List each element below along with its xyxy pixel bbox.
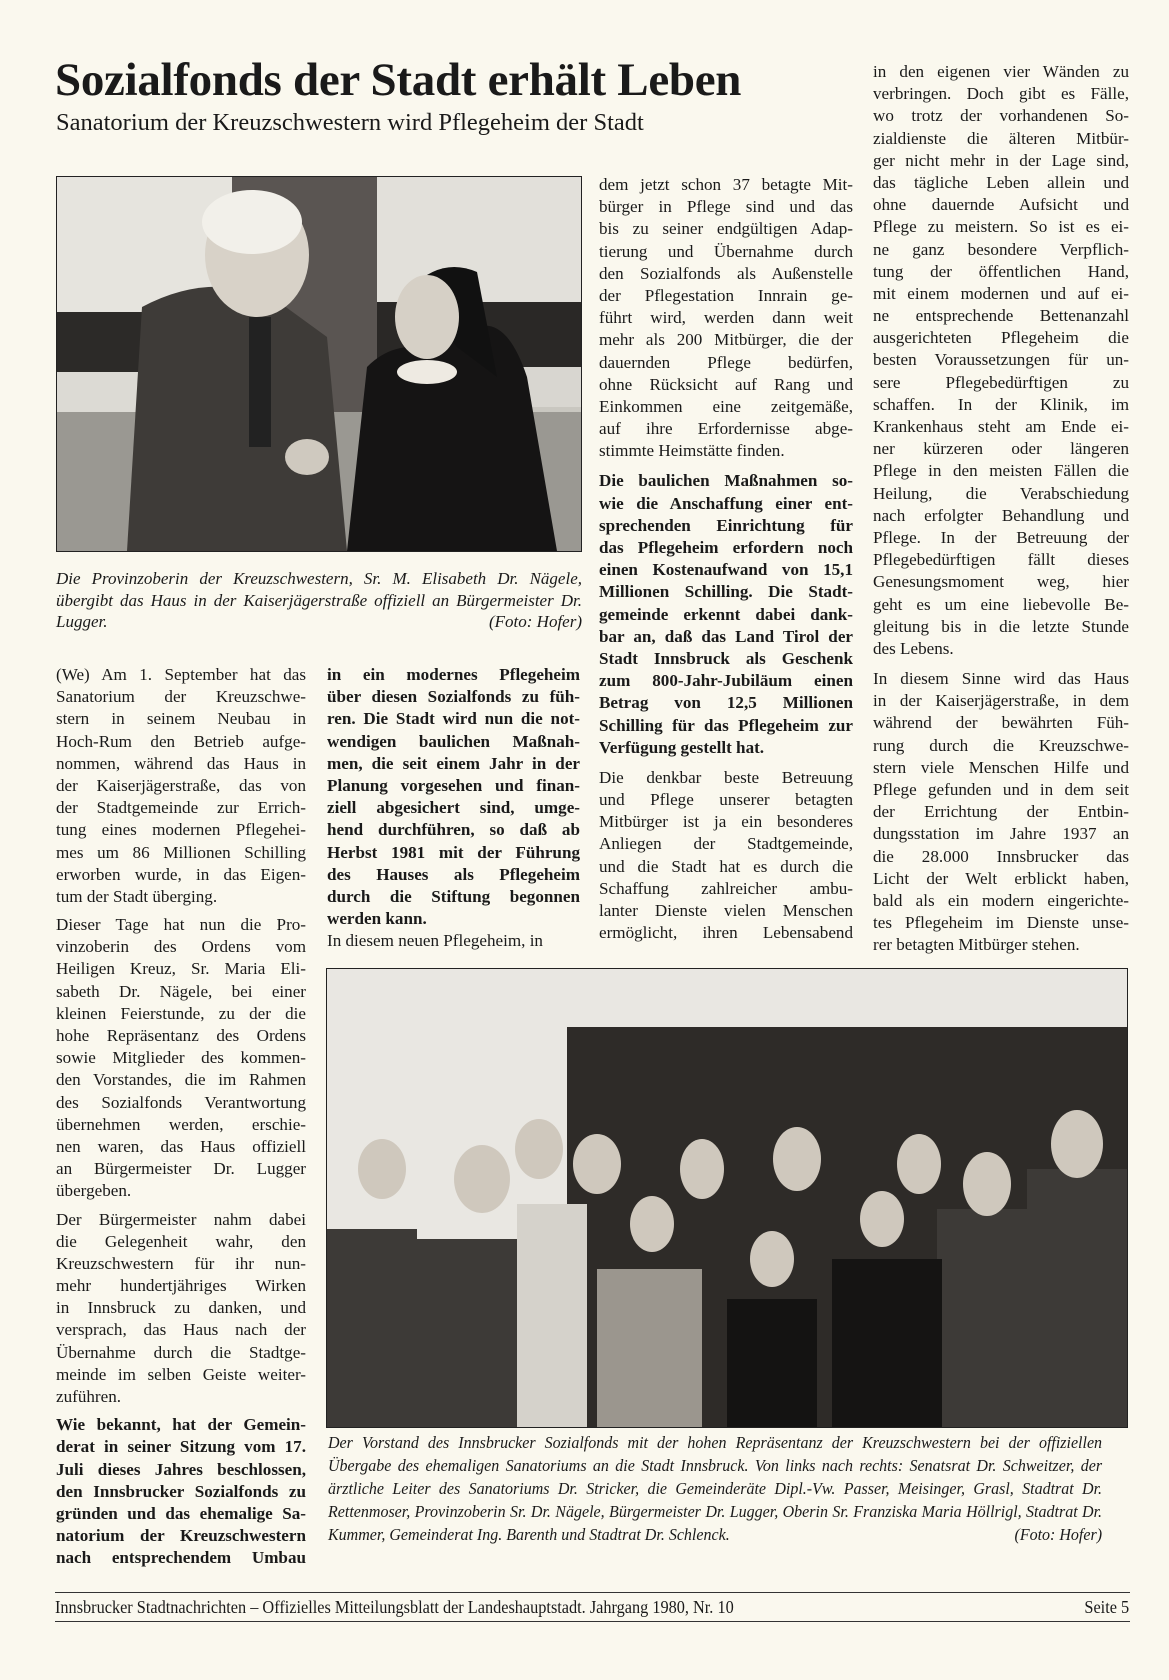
photo-handshake-caption [56,568,582,633]
paragraph-council-decision: Wie bekannt, hat der Gemein- derat in seiner Sitzung vom 17. Juli dieses Jahres beschlossen, den Innsbrucker Sozialfonds zu gründen und das ehemalige Sa- natorium der Kreuzschwestern nach entsprechendem Umbau [56,1415,306,1568]
paragraph-intro: (We) Am 1. September hat das Sanatorium der Kreuzschwe- stern in seinem Neubau in Hoch-Rum den Betrieb aufge- nommen, während das Haus in der Kaiserjägerstraße, das von der Stadtgemeinde zur Errich- tung eines modernen Pflegehei- mes um 86 Millionen Schilling erworben wurde, in das Eigen- tum der Stadt überging. [56,665,306,906]
paragraph-residents: dem jetzt schon 37 betagte Mit- bürger in Pflege sind und das bis zu seiner endgültigen Adap- tierung und Übernahme durch den Sozialfonds als Außenstelle der Pflegestation Innrain ge- führt wird, werden dann weit mehr als 200 Mitbürger, die der dauernden Pflege bedürfen, ohne Rücksicht auf Rang und Einkommen eine zeitgemäße, auf ihre Erfordernisse abge- stimmte Heimstätte finden. [599,175,853,461]
paragraph-need: in den eigenen vier Wänden zu verbringen. Doch gibt es Fälle, wo trotz der vorhandenen So- zialdienste die älteren Mitbür- ger nicht mehr in der Lage sind, das tägliche Leben allein und ohne dauernde Aufsicht und Pflege zu meistern. So ist es ei- ne ganz besondere Verpflich- tung der öffentlichen Hand, mit einem modernen und auf ei- ne entsprechende Bettenanzahl ausgerichteten Pflegeheim die besten Voraussetzungen für un- sere Pflegebedürftigen zu schaffen. In der Klinik, im Krankenhaus steht am Ende ei- ner kürzeren oder längeren Pflege in den meisten Fällen die Heilung, die Verabschiedung nach erfolgter Behandlung und Pflege. In der Betreuung der Pflegebedürftigen fällt dieses Genesungsmoment weg, hier geht es um eine liebevolle Be- gleitung bis in die letzte Stunde des Lebens. [873,62,1129,658]
paragraph-conclusion: In diesem Sinne wird das Haus in der Kaiserjägerstraße, in dem während der bewährten Füh- rung durch die Kreuzschwe- stern viele Menschen Hilfe und Pflege gefunden und in dem seit der Errichtung der Entbin- dungsstation im Jahre 1937 an die 28.000 Innsbrucker das Licht der Welt erblickt haben, bald als ein modern eingerichte- tes Pflegeheim im Dienste unse- rer betagten Mitbürger stehen. [873,669,1129,955]
footer [55,1596,1130,1618]
paragraph-care: Die denkbar beste Betreuung und Pflege unserer betagten Mitbürger ist ja ein besonderes Anliegen der Stadtgemeinde, und die Stadt hat es durch die Schaffung zahlreicher ambu- lanter Dienste vielen Menschen ermöglicht, ihren Lebensabend [599,767,853,943]
group-photo-illustration [327,969,1127,1427]
caption-text: Der Vorstand des Innsbrucker Sozialfonds mit der hohen Repräsentanz der Kreuzschwestern bei der offiziellen Übergabe des ehemaligen Sanatoriums an die Stadt Innsbruck. Von links nach rechts: Senatsrat Dr. Schweitzer, der ärztliche Leiter des Sanatoriums Dr. Stricker, die Gemeinderäte Dipl.-Vw. Passer, Meisinger, Grasl, Stadtrat Dr. Rettenmoser, Provinzoberin Sr. Dr. Nägele, Bürgermeister Dr. Lugger, Oberin Sr. Franziska Maria Höllrigl, Stadtrat Dr. Kummer, Gemeinderat Ing. Barenth und Stadtrat Dr. Schlenck. [328,1433,1103,1544]
photo-group-caption [328,1431,1102,1546]
paragraph-costs: Die baulichen Maßnahmen so- wie die Anschaffung einer ent- sprechenden Einrichtung für das Pflegeheim erfordern noch einen Kostenaufwand von 15,1 Millionen Schilling. Die Stadt- gemeinde erkennt dabei dank- bar an, daß das Land Tirol der Stadt Innsbruck als Geschenk zum 800-Jahr-Jubiläum einen Betrag von 12,5 Millionen Schilling für das Pflegeheim zur Verfügung gestellt hat. [599,471,853,757]
column-2 [327,664,580,952]
headline: Sozialfonds der Stadt erhält Leben [55,54,742,106]
footer-rule-bottom [55,1621,1130,1622]
photo-handshake [56,176,582,552]
publication-name: Innsbrucker Stadtnachrichten – Offizielles Mitteilungsblatt der Landeshauptstadt. Jahrgang 1980, Nr. 10 [55,1597,734,1617]
paragraph-new-home: In diesem neuen Pflegeheim, in [327,931,543,951]
photo-credit: (Foto: Hofer) [488,612,582,631]
column-3 [599,174,853,944]
column-1 [56,664,306,1570]
paragraph-conversion: in ein modernes Pflegeheim über diesen Sozialfonds zu füh- ren. Die Stadt wird nun die not- wendigen baulichen Maßnah- men, die seit einem Jahr in der Planung vorgesehen und finan- ziell abgesichert sind, umge- hend durchführen, so daß ab Herbst 1981 mit der Führung des Hauses als Pflegeheim durch die Stiftung begonnen werden kann. [327,665,580,929]
paragraph-mayor: Der Bürgermeister nahm dabei die Gelegenheit wahr, den Kreuzschwestern für ihr nun- mehr hundertjähriges Wirken in Innsbruck zu danken, und versprach, das Haus nach der Übernahme durch die Stadtge- meinde im selben Geiste weiter- zuführen. [56,1209,306,1406]
photo-credit: (Foto: Hofer) [1014,1525,1103,1544]
footer-rule-top [55,1592,1130,1593]
paragraph-handover: Dieser Tage hat nun die Pro- vinzoberin des Ordens vom Heiligen Kreuz, Sr. Maria Eli- sabeth Dr. Nägele, bei einer kleinen Feierstunde, zu der die hohe Repräsentanz des Ordens sowie Mitglieder des kommen- den Vorstandes, die im Rahmen des Sozialfonds Verantwortung übernehmen werden, erschie- nen waren, das Haus offiziell an Bürgermeister Dr. Lugger übergeben. [56,915,306,1201]
column-4 [873,61,1129,957]
caption-text: Die Provinzoberin der Kreuzschwestern, Sr. M. Elisabeth Dr. Nägele, übergibt das Haus in der Kaiserjägerstraße offiziell an Bürgermeister Dr. Lugger. [56,569,582,631]
handshake-photo-illustration [57,177,581,551]
photo-group [326,968,1128,1428]
page-number: Seite 5 [1084,1597,1130,1617]
subheadline: Sanatorium der Kreuzschwestern wird Pflegeheim der Stadt [56,109,644,136]
